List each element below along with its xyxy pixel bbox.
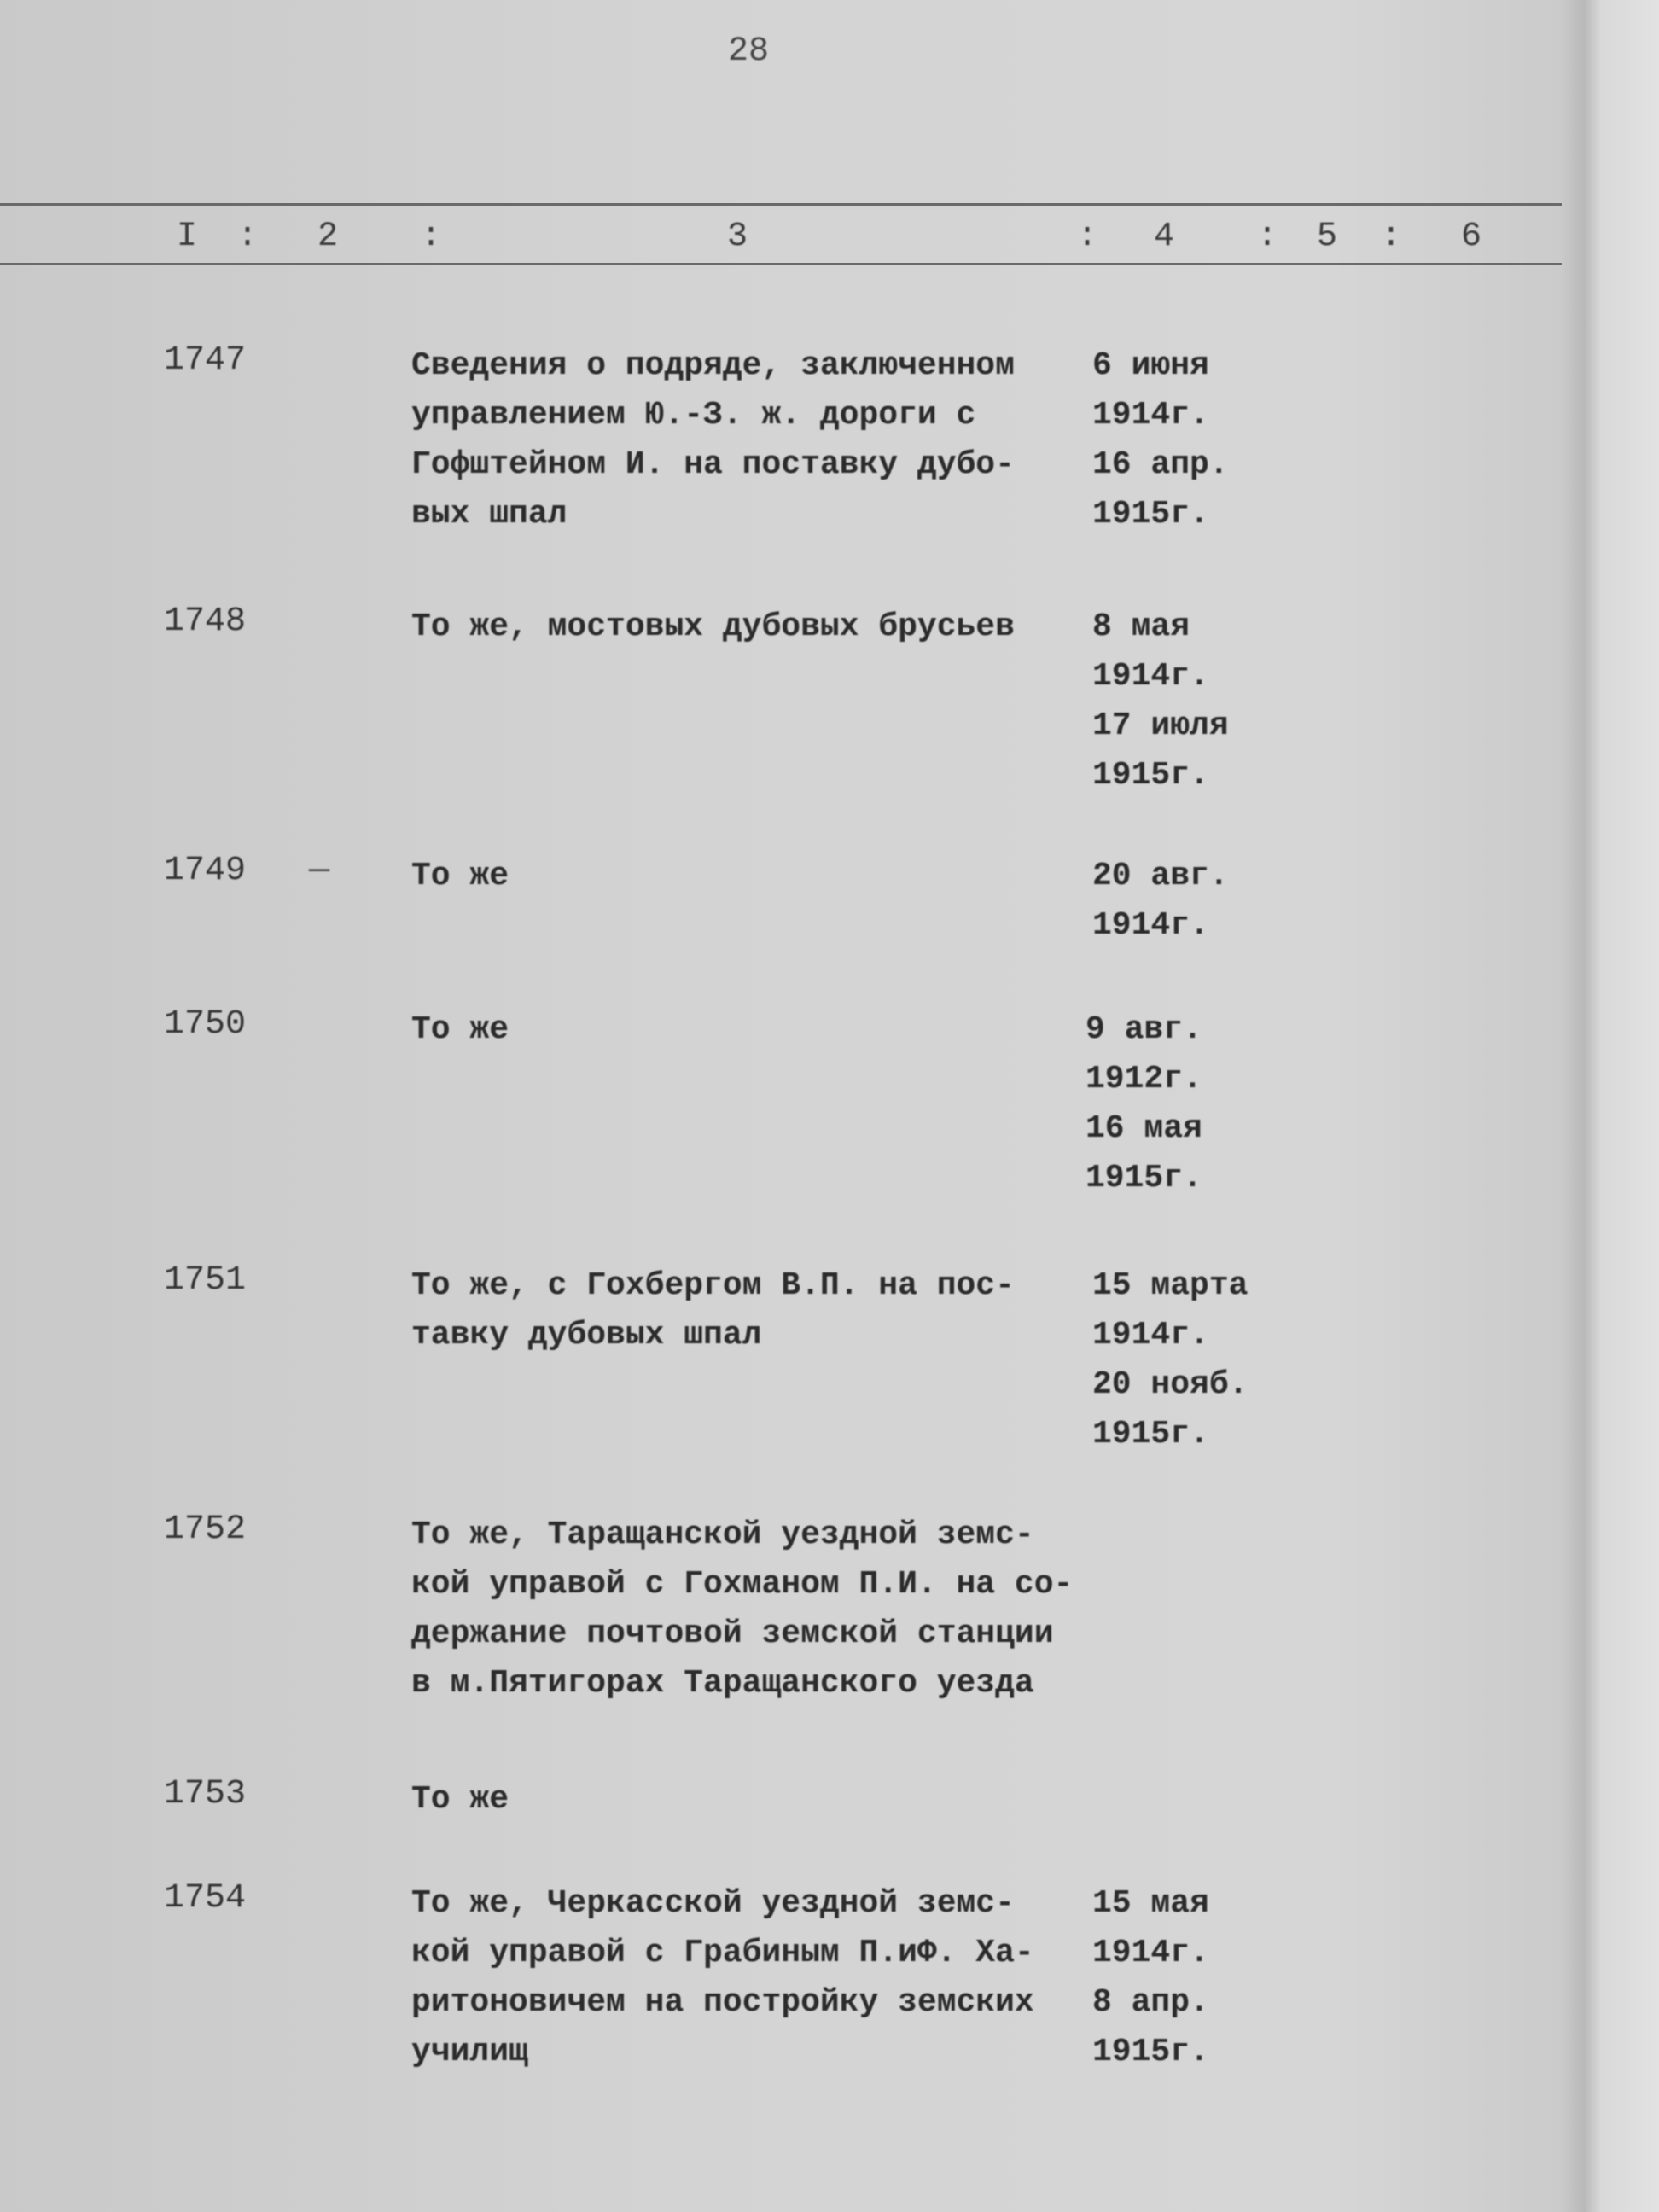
date-line: 20 авг. xyxy=(1092,858,1229,894)
entry-description xyxy=(411,852,1094,901)
date-line: 8 апр. xyxy=(1092,1984,1209,2021)
description-line: То же, с Гохбергом В.П. на пос- xyxy=(411,1267,1015,1304)
entry-description xyxy=(411,1005,1094,1055)
entry-dash: — xyxy=(309,852,330,890)
date-line: 20 нояб. xyxy=(1092,1366,1249,1403)
description-line: тавку дубовых шпал xyxy=(411,1317,762,1353)
date-line: 1914г. xyxy=(1092,397,1209,434)
date-line: 8 мая xyxy=(1092,608,1190,645)
page-number: 28 xyxy=(728,32,770,71)
column-header-5: 5 xyxy=(1317,218,1338,256)
date-line: 1915г. xyxy=(1092,757,1209,794)
column-header-3: 3 xyxy=(727,218,748,256)
entry-dates xyxy=(1092,602,1229,800)
column-separator: : xyxy=(1077,218,1098,256)
date-line: 16 мая xyxy=(1086,1110,1202,1147)
description-line: То же xyxy=(411,858,509,894)
date-line: 1912г. xyxy=(1086,1061,1202,1097)
column-separator: : xyxy=(421,218,442,256)
description-line: в м.Пятигорах Таращанского уезда xyxy=(411,1665,1034,1702)
entry-number: 1753 xyxy=(164,1775,247,1813)
description-line: То же, мостовых дубовых брусьев xyxy=(411,608,1015,645)
header-top-rule xyxy=(0,203,1562,206)
column-separator: : xyxy=(1257,218,1278,256)
entry-number: 1749 xyxy=(164,852,247,890)
description-line: То же xyxy=(411,1781,509,1818)
column-separator: : xyxy=(1381,218,1402,256)
date-line: 16 апр. xyxy=(1092,446,1229,483)
entry-description xyxy=(411,1261,1094,1360)
entry-description xyxy=(411,1775,1094,1825)
entry-dates xyxy=(1092,1879,1209,2077)
entry-description xyxy=(411,602,1094,652)
date-line: 1914г. xyxy=(1092,907,1209,944)
entry-number: 1752 xyxy=(164,1511,247,1549)
column-header-6: 6 xyxy=(1461,218,1482,256)
date-line: 15 марта xyxy=(1092,1267,1249,1304)
description-line: То же xyxy=(411,1011,509,1048)
entry-number: 1750 xyxy=(164,1005,247,1044)
entry-description xyxy=(411,341,1094,539)
date-line: 1915г. xyxy=(1086,1160,1202,1196)
column-header-2: 2 xyxy=(317,218,339,256)
column-header-1: I xyxy=(177,218,198,256)
date-line: 1915г. xyxy=(1092,1416,1209,1452)
date-line: 1914г. xyxy=(1092,658,1209,695)
entry-number: 1747 xyxy=(164,341,247,380)
entry-dates xyxy=(1092,852,1229,951)
date-line: 9 авг. xyxy=(1086,1011,1202,1048)
description-line: управлением Ю.-З. ж. дороги с xyxy=(411,397,976,434)
date-line: 6 июня xyxy=(1092,347,1209,384)
column-separator: : xyxy=(237,218,259,256)
entry-dates xyxy=(1086,1005,1202,1203)
description-line: ритоновичем на постройку земских xyxy=(411,1984,1034,2021)
header-bottom-rule xyxy=(0,263,1562,265)
description-line: училищ xyxy=(411,2034,528,2070)
description-line: вых шпал xyxy=(411,496,568,533)
description-line: То же, Черкасской уездной земс- xyxy=(411,1885,1015,1922)
entry-description xyxy=(411,1879,1094,2077)
date-line: 1914г. xyxy=(1092,1935,1209,1971)
entry-description xyxy=(411,1511,1094,1708)
column-header-4: 4 xyxy=(1154,218,1175,256)
description-line: То же, Таращанской уездной земс- xyxy=(411,1516,1034,1553)
date-line: 15 мая xyxy=(1092,1885,1209,1922)
date-line: 1914г. xyxy=(1092,1317,1209,1353)
date-line: 1915г. xyxy=(1092,2034,1209,2070)
date-line: 17 июля xyxy=(1092,707,1229,744)
date-line: 1915г. xyxy=(1092,496,1209,533)
description-line: Сведения о подряде, заключенном xyxy=(411,347,1015,384)
entry-dates xyxy=(1092,341,1229,539)
entry-number: 1754 xyxy=(164,1879,247,1918)
entry-dates xyxy=(1092,1261,1248,1459)
entry-number: 1751 xyxy=(164,1261,247,1300)
description-line: держание почтовой земской станции xyxy=(411,1615,1054,1652)
description-line: кой управой с Грабиным П.иФ. Ха- xyxy=(411,1935,1034,1971)
description-line: кой управой с Гохманом П.И. на со- xyxy=(411,1566,1074,1603)
entry-number: 1748 xyxy=(164,602,247,641)
description-line: Гофштейном И. на поставку дубо- xyxy=(411,446,1015,483)
